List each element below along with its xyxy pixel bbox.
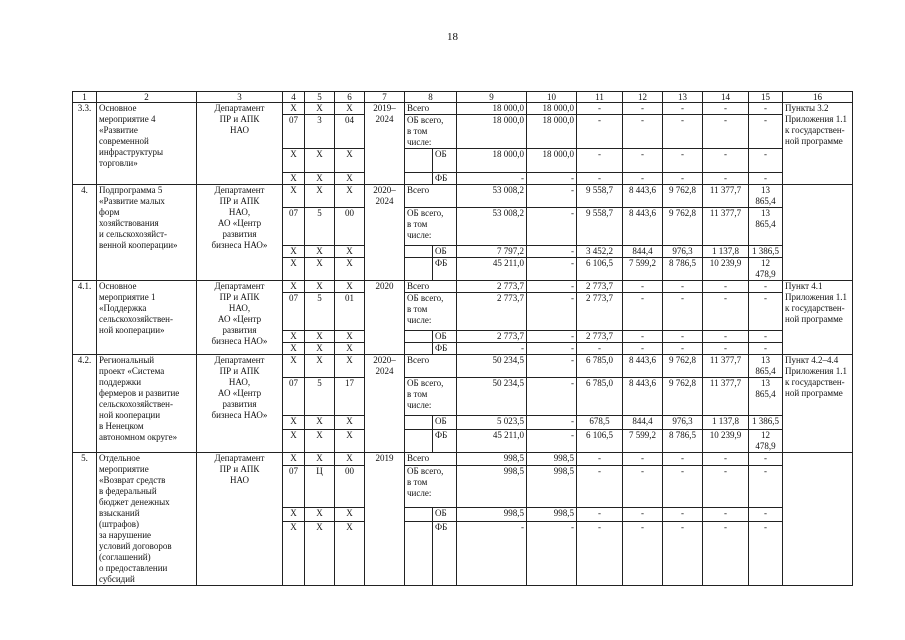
header-cell: 11 [577, 92, 623, 103]
source-cell: Всего [405, 453, 457, 466]
source-cell-blank [405, 331, 433, 343]
note: Пункт 4.2–4.4 Приложения 1.1 к государствен- ной программе [783, 355, 853, 453]
value-cell: - [527, 343, 577, 355]
code-cell: Х [335, 173, 365, 185]
code-cell: Х [283, 246, 305, 258]
value-cell: - [749, 103, 783, 115]
code-cell: 07 [283, 115, 305, 149]
value-cell: - [577, 343, 623, 355]
source-cell: ОБ [433, 508, 457, 521]
value-cell: 10 239,9 [703, 430, 749, 453]
executor: Департамент ПР и АПК НАО [197, 103, 283, 185]
value-cell: 8 443,6 [623, 378, 663, 416]
value-cell: - [663, 293, 703, 331]
header-cell: 8 [405, 92, 457, 103]
code-cell: Х [335, 258, 365, 281]
value-cell: - [663, 115, 703, 149]
value-cell: 8 443,6 [623, 185, 663, 208]
value-cell: - [623, 293, 663, 331]
value-cell: - [623, 331, 663, 343]
value-cell: - [527, 355, 577, 378]
header-cell: 13 [663, 92, 703, 103]
value-cell: - [703, 103, 749, 115]
code-cell: Х [283, 331, 305, 343]
value-cell: 12 478,9 [749, 430, 783, 453]
source-cell: ФБ [433, 430, 457, 453]
value-cell: - [623, 115, 663, 149]
value-cell: 844,4 [623, 246, 663, 258]
header-cell: 3 [197, 92, 283, 103]
code-cell: Х [283, 430, 305, 453]
code-cell: 04 [335, 115, 365, 149]
value-cell: - [577, 508, 623, 521]
code-cell: Х [305, 149, 335, 173]
value-cell: - [623, 521, 663, 585]
value-cell: - [457, 521, 527, 585]
source-cell: Всего [405, 103, 457, 115]
note: Пункты 3.2 Приложения 1.1 к государствен- ной программе [783, 103, 853, 185]
code-cell: Х [305, 416, 335, 430]
value-cell: 53 008,2 [457, 208, 527, 246]
source-cell-blank [405, 246, 433, 258]
value-cell: - [663, 173, 703, 185]
source-cell: Всего [405, 281, 457, 293]
value-cell: 1 386,5 [749, 246, 783, 258]
value-cell: 2 773,7 [457, 293, 527, 331]
period: 2020– 2024 [365, 355, 405, 453]
value-cell: - [527, 281, 577, 293]
source-cell: ФБ [433, 258, 457, 281]
value-cell: 50 234,5 [457, 355, 527, 378]
code-cell: Х [283, 416, 305, 430]
code-cell: Х [305, 246, 335, 258]
activity-name: Отдельное мероприятие «Возврат средств в федеральный бюджет денежных взысканий (штрафов) за нарушение условий договоров (соглашений) о предоставлении субсидий [97, 453, 197, 586]
value-cell: - [527, 430, 577, 453]
note [783, 453, 853, 586]
row-number: 3.3. [73, 103, 97, 185]
header-cell: 12 [623, 92, 663, 103]
code-cell: Х [305, 281, 335, 293]
code-cell: Х [335, 430, 365, 453]
header-cell: 1 [73, 92, 97, 103]
code-cell: Х [335, 149, 365, 173]
code-cell: Х [305, 258, 335, 281]
value-cell: 13 865,4 [749, 355, 783, 378]
source-cell: ОБ [433, 331, 457, 343]
code-cell: Х [283, 258, 305, 281]
value-cell: 11 377,7 [703, 208, 749, 246]
value-cell: 998,5 [457, 508, 527, 521]
table-row [73, 355, 853, 378]
value-cell: 2 773,7 [457, 281, 527, 293]
value-cell: 9 762,8 [663, 378, 703, 416]
value-cell: 7 599,2 [623, 430, 663, 453]
code-cell: 17 [335, 378, 365, 416]
value-cell: 10 239,9 [703, 258, 749, 281]
executor: Департамент ПР и АПК НАО, АО «Центр развития бизнеса НАО» [197, 355, 283, 453]
value-cell: 18 000,0 [527, 103, 577, 115]
value-cell: - [663, 521, 703, 585]
code-cell: Х [283, 521, 305, 585]
code-cell: Х [305, 355, 335, 378]
value-cell: - [663, 281, 703, 293]
value-cell: 998,5 [457, 453, 527, 466]
value-cell: - [663, 149, 703, 173]
code-cell: Х [335, 416, 365, 430]
source-cell-blank [405, 508, 433, 521]
code-cell: 3 [305, 115, 335, 149]
header-row [73, 92, 853, 103]
source-cell: ОБ всего, в том числе: [405, 115, 457, 149]
value-cell: - [623, 453, 663, 466]
value-cell: 9 762,8 [663, 185, 703, 208]
value-cell: - [749, 453, 783, 466]
value-cell: 9 762,8 [663, 208, 703, 246]
value-cell: 50 234,5 [457, 378, 527, 416]
period: 2020 [365, 281, 405, 355]
header-cell: 16 [783, 92, 853, 103]
value-cell: - [623, 343, 663, 355]
value-cell: 6 106,5 [577, 258, 623, 281]
code-cell: Х [335, 281, 365, 293]
header-cell: 2 [97, 92, 197, 103]
header-cell: 15 [749, 92, 783, 103]
period: 2019 [365, 453, 405, 586]
value-cell: 2 773,7 [577, 293, 623, 331]
value-cell: - [577, 521, 623, 585]
value-cell: - [577, 453, 623, 466]
code-cell: Х [283, 343, 305, 355]
code-cell: Х [305, 521, 335, 585]
value-cell: - [703, 115, 749, 149]
value-cell: - [749, 343, 783, 355]
activity-name: Региональный проект «Система поддержки фермеров и развитие сельскохозяйствен- ной кооперации в Ненецком автономном округе» [97, 355, 197, 453]
header-cell: 7 [365, 92, 405, 103]
value-cell: - [527, 521, 577, 585]
value-cell: 1 137,8 [703, 416, 749, 430]
code-cell: Х [305, 453, 335, 466]
code-cell: Х [283, 173, 305, 185]
value-cell: 976,3 [663, 246, 703, 258]
header-cell: 9 [457, 92, 527, 103]
value-cell: 18 000,0 [527, 149, 577, 173]
value-cell: - [527, 378, 577, 416]
value-cell: 18 000,0 [457, 103, 527, 115]
value-cell: 6 106,5 [577, 430, 623, 453]
budget-table [72, 91, 853, 586]
value-cell: 8 443,6 [623, 208, 663, 246]
period: 2019– 2024 [365, 103, 405, 185]
source-cell-blank [405, 521, 433, 585]
value-cell: - [577, 173, 623, 185]
code-cell: Ц [305, 466, 335, 508]
value-cell: 18 000,0 [457, 149, 527, 173]
code-cell: 00 [335, 466, 365, 508]
code-cell: 5 [305, 293, 335, 331]
value-cell: 6 785,0 [577, 378, 623, 416]
code-cell: 01 [335, 293, 365, 331]
activity-name: Основное мероприятие 4 «Развитие современной инфраструктуры торговли» [97, 103, 197, 185]
code-cell: Х [335, 185, 365, 208]
value-cell: 998,5 [527, 466, 577, 508]
executor: Департамент ПР и АПК НАО, АО «Центр развития бизнеса НАО» [197, 281, 283, 355]
code-cell: Х [335, 521, 365, 585]
value-cell: - [527, 293, 577, 331]
value-cell: 8 786,5 [663, 430, 703, 453]
code-cell: Х [335, 508, 365, 521]
value-cell: - [749, 115, 783, 149]
code-cell: Х [335, 453, 365, 466]
value-cell: 45 211,0 [457, 430, 527, 453]
header-cell: 6 [335, 92, 365, 103]
source-cell-blank [405, 173, 433, 185]
value-cell: 13 865,4 [749, 378, 783, 416]
value-cell: 8 443,6 [623, 355, 663, 378]
value-cell: - [623, 281, 663, 293]
value-cell: - [703, 521, 749, 585]
value-cell: - [623, 103, 663, 115]
table-row [73, 281, 853, 293]
code-cell: 07 [283, 466, 305, 508]
code-cell: Х [305, 331, 335, 343]
source-cell: ФБ [433, 343, 457, 355]
value-cell: - [703, 508, 749, 521]
value-cell: - [663, 453, 703, 466]
value-cell: 2 773,7 [577, 281, 623, 293]
row-number: 4.1. [73, 281, 97, 355]
value-cell: 11 377,7 [703, 355, 749, 378]
page-number: 18 [447, 31, 458, 43]
source-cell: Всего [405, 185, 457, 208]
value-cell: - [527, 246, 577, 258]
row-number: 4. [73, 185, 97, 281]
code-cell: Х [305, 430, 335, 453]
value-cell: - [663, 343, 703, 355]
value-cell: 998,5 [527, 508, 577, 521]
value-cell: - [663, 466, 703, 508]
code-cell: 07 [283, 378, 305, 416]
code-cell: Х [283, 453, 305, 466]
code-cell: Х [305, 173, 335, 185]
value-cell: 844,4 [623, 416, 663, 430]
activity-name: Основное мероприятие 1 «Поддержка сельскохозяйствен- ной кооперации» [97, 281, 197, 355]
code-cell: 00 [335, 208, 365, 246]
value-cell: 2 773,7 [577, 331, 623, 343]
source-cell: ОБ всего, в том числе: [405, 466, 457, 508]
source-cell-blank [405, 149, 433, 173]
value-cell: - [749, 281, 783, 293]
value-cell: - [527, 185, 577, 208]
value-cell: - [749, 331, 783, 343]
source-cell: ОБ всего, в том числе: [405, 378, 457, 416]
value-cell: 5 023,5 [457, 416, 527, 430]
value-cell: 1 137,8 [703, 246, 749, 258]
code-cell: Х [283, 149, 305, 173]
value-cell: - [703, 149, 749, 173]
value-cell: - [577, 103, 623, 115]
value-cell: 13 865,4 [749, 185, 783, 208]
value-cell: 2 773,7 [457, 331, 527, 343]
code-cell: 07 [283, 293, 305, 331]
value-cell: 1 386,5 [749, 416, 783, 430]
table-row [73, 103, 853, 115]
value-cell: - [527, 208, 577, 246]
code-cell: Х [335, 343, 365, 355]
value-cell: 18 000,0 [457, 115, 527, 149]
value-cell: - [623, 466, 663, 508]
header-cell: 4 [283, 92, 305, 103]
source-cell-blank [405, 430, 433, 453]
table-row [73, 453, 853, 466]
value-cell: 9 558,7 [577, 185, 623, 208]
value-cell: - [703, 331, 749, 343]
value-cell: 9 558,7 [577, 208, 623, 246]
value-cell: 9 762,8 [663, 355, 703, 378]
source-cell: ФБ [433, 173, 457, 185]
source-cell: ОБ всего, в том числе: [405, 293, 457, 331]
value-cell: - [703, 293, 749, 331]
value-cell: 6 785,0 [577, 355, 623, 378]
value-cell: - [703, 466, 749, 508]
source-cell: ОБ [433, 149, 457, 173]
value-cell: - [703, 453, 749, 466]
value-cell: 8 786,5 [663, 258, 703, 281]
value-cell: - [749, 149, 783, 173]
value-cell: 3 452,2 [577, 246, 623, 258]
note [783, 185, 853, 281]
executor: Департамент ПР и АПК НАО, АО «Центр развития бизнеса НАО» [197, 185, 283, 281]
code-cell: Х [305, 508, 335, 521]
value-cell: 998,5 [527, 453, 577, 466]
code-cell: 5 [305, 378, 335, 416]
value-cell: - [527, 173, 577, 185]
source-cell-blank [405, 416, 433, 430]
code-cell: Х [283, 508, 305, 521]
code-cell: Х [305, 343, 335, 355]
code-cell: Х [305, 185, 335, 208]
value-cell: 976,3 [663, 416, 703, 430]
value-cell: - [749, 293, 783, 331]
code-cell: Х [335, 246, 365, 258]
value-cell: - [703, 343, 749, 355]
code-cell: Х [283, 355, 305, 378]
code-cell: Х [335, 355, 365, 378]
source-cell: ОБ [433, 416, 457, 430]
code-cell: 07 [283, 208, 305, 246]
value-cell: - [703, 173, 749, 185]
value-cell: 13 865,4 [749, 208, 783, 246]
value-cell: - [749, 508, 783, 521]
source-cell: Всего [405, 355, 457, 378]
source-cell-blank [405, 258, 433, 281]
code-cell: Х [283, 103, 305, 115]
code-cell: 5 [305, 208, 335, 246]
value-cell: - [527, 416, 577, 430]
source-cell: ОБ всего, в том числе: [405, 208, 457, 246]
value-cell: - [577, 466, 623, 508]
value-cell: - [457, 343, 527, 355]
header-cell: 10 [527, 92, 577, 103]
value-cell: - [527, 258, 577, 281]
value-cell: - [663, 331, 703, 343]
value-cell: 7 599,2 [623, 258, 663, 281]
value-cell: 998,5 [457, 466, 527, 508]
value-cell: - [749, 466, 783, 508]
value-cell: 18 000,0 [527, 115, 577, 149]
value-cell: 12 478,9 [749, 258, 783, 281]
code-cell: Х [283, 185, 305, 208]
value-cell: - [663, 508, 703, 521]
value-cell: - [623, 149, 663, 173]
executor: Департамент ПР и АПК НАО [197, 453, 283, 586]
value-cell: - [577, 149, 623, 173]
value-cell: - [577, 115, 623, 149]
header-cell: 5 [305, 92, 335, 103]
value-cell: - [527, 331, 577, 343]
value-cell: - [703, 281, 749, 293]
period: 2020– 2024 [365, 185, 405, 281]
value-cell: - [663, 103, 703, 115]
value-cell: - [457, 173, 527, 185]
row-number: 5. [73, 453, 97, 586]
value-cell: - [623, 508, 663, 521]
header-cell: 14 [703, 92, 749, 103]
activity-name: Подпрограмма 5 «Развитие малых форм хозяйствования и сельскохозяйст- венной кооперации» [97, 185, 197, 281]
value-cell: - [749, 521, 783, 585]
note: Пункт 4.1 Приложения 1.1 к государствен- ной программе [783, 281, 853, 355]
source-cell: ОБ [433, 246, 457, 258]
value-cell: 11 377,7 [703, 378, 749, 416]
value-cell: 11 377,7 [703, 185, 749, 208]
row-number: 4.2. [73, 355, 97, 453]
value-cell: 678,5 [577, 416, 623, 430]
code-cell: Х [305, 103, 335, 115]
value-cell: - [623, 173, 663, 185]
source-cell: ФБ [433, 521, 457, 585]
source-cell-blank [405, 343, 433, 355]
table-row [73, 185, 853, 208]
value-cell: 53 008,2 [457, 185, 527, 208]
value-cell: - [749, 173, 783, 185]
value-cell: 7 797,2 [457, 246, 527, 258]
code-cell: Х [335, 331, 365, 343]
code-cell: Х [335, 103, 365, 115]
code-cell: Х [283, 281, 305, 293]
value-cell: 45 211,0 [457, 258, 527, 281]
